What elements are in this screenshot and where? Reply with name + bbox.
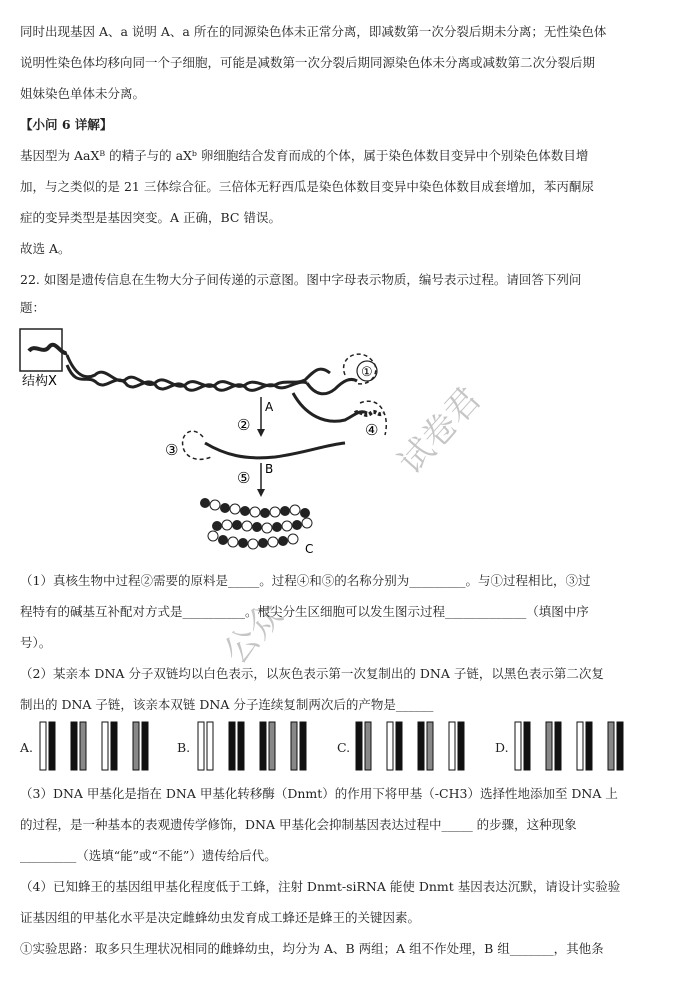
q3-line: 的过程，是一种基本的表观遗传学修饰，DNA 甲基化会抑制基因表达过程中_____ 的步骤，这种现象 xyxy=(20,817,577,832)
dna-strand-bar xyxy=(269,722,275,770)
dna-strand-bar xyxy=(229,722,235,770)
dna-strand-bar xyxy=(396,722,402,770)
dna-strand-bar xyxy=(577,722,583,770)
transcription-strand xyxy=(293,393,367,421)
protein-chain xyxy=(200,498,312,549)
dna-strand-1 xyxy=(67,355,330,386)
q4-line: （4）已知蜂王的基因组甲基化程度低于工蜂，注射 Dnmt-siRNA 能使 Dnmt 基因表达沉默，请设计实验验 xyxy=(20,879,621,894)
text-line: 基因型为 AaXᴮ 的精子与的 aXᵇ 卵细胞结合发育而成的个体，属于染色体数目变异中个别染色体数目增 xyxy=(20,148,589,163)
text-line: 症的变异类型是基因突变。A 正确，BC 错误。 xyxy=(20,210,281,225)
q1-line: （1）真核生物中过程②需要的原料是_____。过程④和⑤的名称分别为_________。与①过程相比，③过 xyxy=(20,573,591,588)
dna-strand-bar xyxy=(608,722,614,770)
label-c: C xyxy=(305,542,314,556)
dna-strand-bar xyxy=(142,722,148,770)
watermark: 公众 xyxy=(215,594,292,673)
text-line: 姐妹染色单体未分离。 xyxy=(20,86,146,101)
q2-line: （2）某亲本 DNA 分子双链均以白色表示，以灰色表示第一次复制出的 DNA 子链，以黑色表示第二次复 xyxy=(20,666,604,681)
dna-strand-bar xyxy=(546,722,552,770)
watermark: 试卷君 xyxy=(390,379,489,483)
dna-strand-bar xyxy=(80,722,86,770)
dna-strand-bar xyxy=(102,722,108,770)
q1-line: 号）。 xyxy=(20,635,52,650)
option-c-label[interactable]: C. xyxy=(337,740,351,755)
process-3-label: ③ xyxy=(165,441,179,459)
text-line: 题： xyxy=(20,300,46,315)
text-line: 说明性染色体均移向同一个子细胞，可能是减数第一次分裂后期同源染色体未分离或减数第二次分裂后期 xyxy=(20,55,596,70)
section-heading: 【小问 6 详解】 xyxy=(20,117,113,132)
option-b-label[interactable]: B. xyxy=(177,740,191,755)
dna-strand-bar xyxy=(617,722,623,770)
dna-strand-bar xyxy=(524,722,530,770)
q3-line: （3）DNA 甲基化是指在 DNA 甲基化转移酶（Dnmt）的作用下将甲基（-CH3）选择性地添加至 DNA 上 xyxy=(20,786,618,801)
dna-strand-bar xyxy=(515,722,521,770)
dna-strand-bar xyxy=(586,722,592,770)
q4-line: ①实验思路：取多只生理状况相同的雌蜂幼虫，均分为 A、B 两组；A 组不作处理，B 组_______，其他条 xyxy=(20,941,604,956)
q3-line: _________（选填“能”或“不能”）遗传给后代。 xyxy=(20,848,277,863)
dna-strand-bar xyxy=(365,722,371,770)
dna-fork-strand xyxy=(307,379,357,393)
dna-strand-bar xyxy=(458,722,464,770)
q1-line: 程特有的碱基互补配对方式是__________。根尖分生区细胞可以发生图示过程_____________（填图中序 xyxy=(20,604,589,619)
dna-strand-bar xyxy=(449,722,455,770)
dna-strand-bar xyxy=(418,722,424,770)
dna-strand-bar xyxy=(71,722,77,770)
process-4-label: ④ xyxy=(365,421,379,439)
text-line: 加，与之类似的是 21 三体综合征。三倍体无籽西瓜是染色体数目变异中染色体数目成套增加，苯丙酮尿 xyxy=(20,179,594,194)
label-a: A xyxy=(265,400,274,414)
dna-strand-bar xyxy=(49,722,55,770)
option-d-label[interactable]: D. xyxy=(495,740,509,755)
q4-line: 证基因组的甲基化水平是决定雌蜂幼虫发育成工蜂还是蜂王的关键因素。 xyxy=(20,910,421,925)
dna-strand-bar xyxy=(300,722,306,770)
dna-strand-bar xyxy=(111,722,117,770)
dna-strand-bar xyxy=(133,722,139,770)
options-figure xyxy=(0,718,677,774)
process-2-label: ② xyxy=(237,416,251,434)
dna-strand-bar xyxy=(356,722,362,770)
mrna-strand xyxy=(205,443,345,458)
dna-strand-bar xyxy=(260,722,266,770)
structure-x-label: 结构X xyxy=(22,374,57,389)
text-line: 同时出现基因 A、a 说明 A、a 所在的同源染色体未正常分离，即减数第一次分裂后期未分离；无性染色体 xyxy=(20,24,607,39)
process-5-label: ⑤ xyxy=(237,469,251,487)
dna-strand-bar xyxy=(207,722,213,770)
dna-strand-bar xyxy=(387,722,393,770)
question-22-stem: 22. 如图是遗传信息在生物大分子间传递的示意图。图中字母表示物质，编号表示过程。请回答下列问 xyxy=(20,272,582,287)
dna-strand-bar xyxy=(238,722,244,770)
text-line: 故选 A。 xyxy=(20,241,71,256)
dna-strand-bar xyxy=(198,722,204,770)
dna-strand-bar xyxy=(427,722,433,770)
label-b: B xyxy=(265,462,274,476)
process-1-label: ① xyxy=(361,365,373,380)
q2-line: 制出的 DNA 子链，该亲本双链 DNA 分子连续复制两次后的产物是______ xyxy=(20,697,434,712)
dna-strand-bar xyxy=(555,722,561,770)
dna-strand-bar xyxy=(40,722,46,770)
option-a-label[interactable]: A. xyxy=(20,740,34,755)
dna-strand-bar xyxy=(291,722,297,770)
